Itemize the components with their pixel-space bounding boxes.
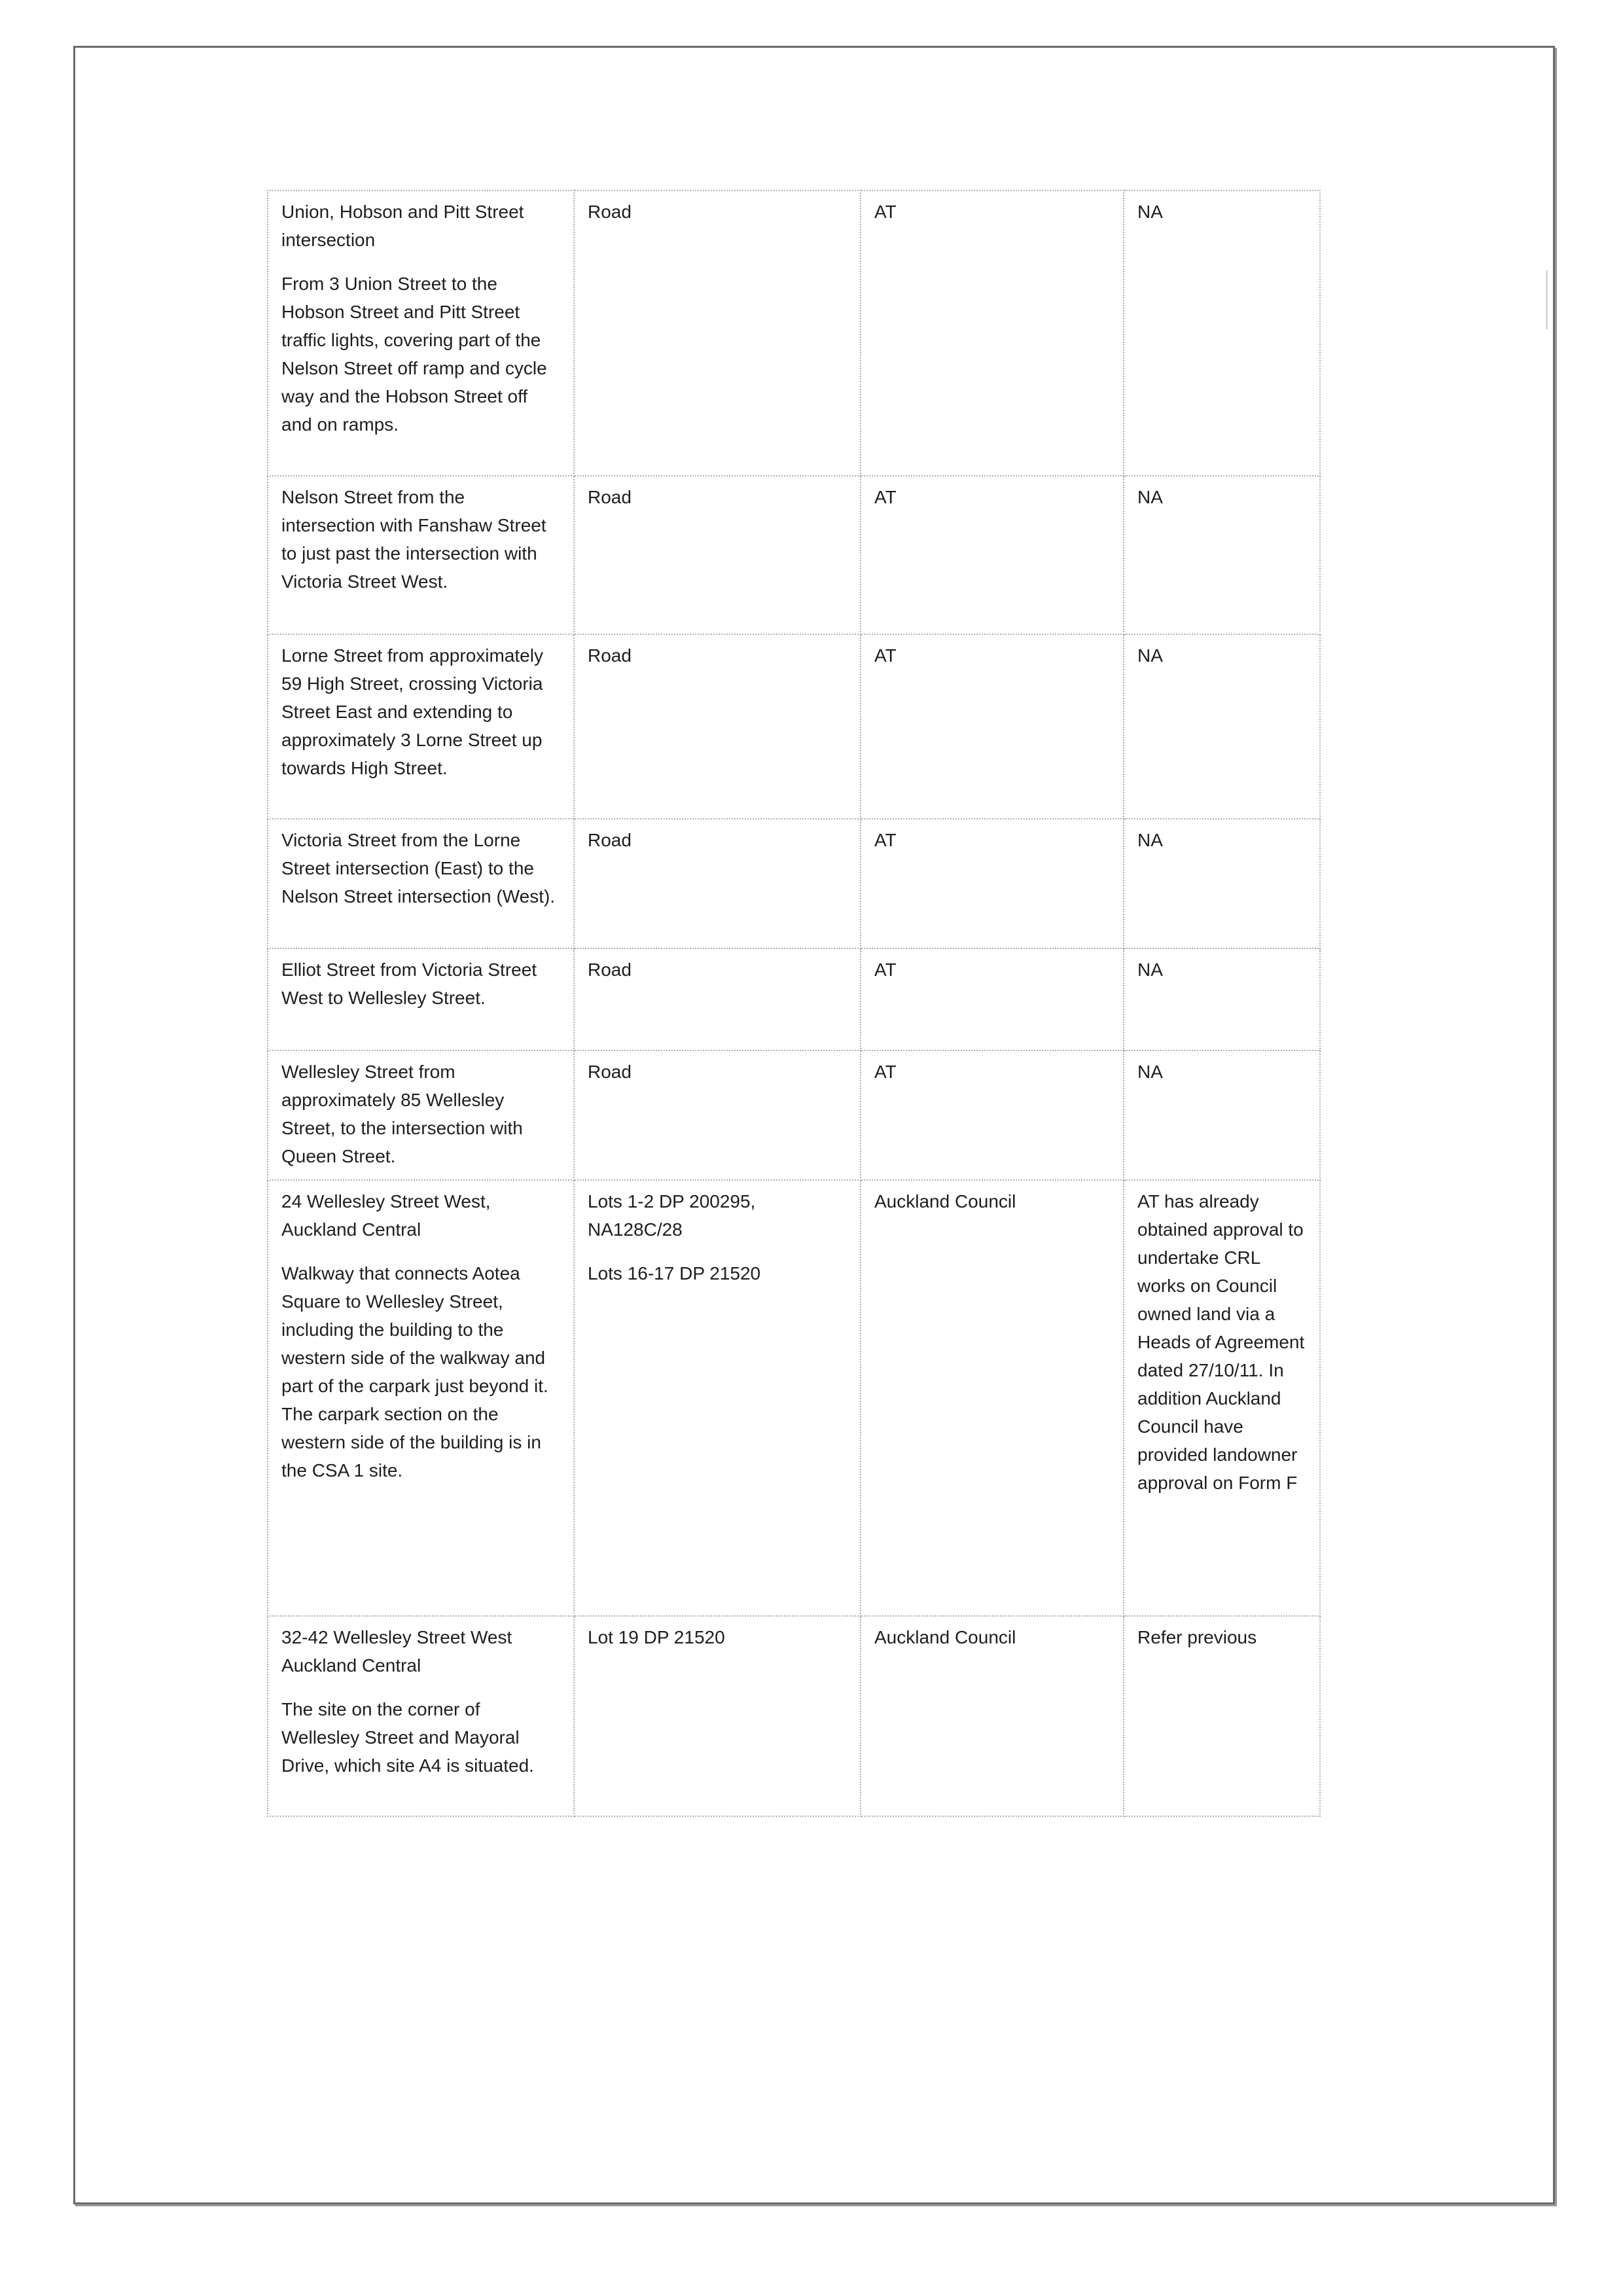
approval-status: NA xyxy=(1137,202,1163,222)
approval-cell xyxy=(1124,1616,1320,1816)
location-title: 32-42 Wellesley Street West Auckland Central xyxy=(281,1627,512,1676)
owner-cell xyxy=(861,1180,1124,1616)
location-cell xyxy=(268,819,574,948)
location-cell xyxy=(268,634,574,819)
location-cell xyxy=(268,948,574,1050)
location-cell xyxy=(268,1050,574,1180)
legal-description: Road xyxy=(588,202,632,222)
approval-status: NA xyxy=(1137,487,1163,507)
legal-description: Road xyxy=(588,830,632,850)
approval-status: NA xyxy=(1137,645,1163,666)
owner: AT xyxy=(874,830,897,850)
legal-description-cell xyxy=(574,1616,861,1816)
approval-cell xyxy=(1124,1050,1320,1180)
location-title: 24 Wellesley Street West, Auckland Central xyxy=(281,1191,491,1240)
approval-cell xyxy=(1124,948,1320,1050)
legal-description-cell xyxy=(574,1180,861,1616)
table-row xyxy=(268,476,1320,634)
legal-description: Road xyxy=(588,1062,632,1082)
owner-cell xyxy=(861,1616,1124,1816)
location-description: Walkway that connects Aotea Square to Wellesley Street, including the building to the western side of the walkway and part of the carpark just beyond it. The carpark section on the western side of the building is in the CSA 1 site. xyxy=(281,1263,548,1480)
approval-cell xyxy=(1124,476,1320,634)
owner: AT xyxy=(874,960,897,980)
legal-description: Lots 1-2 DP 200295, NA128C/28 xyxy=(588,1191,756,1240)
legal-description: Lot 19 DP 21520 xyxy=(588,1627,725,1647)
legal-description: Lots 16-17 DP 21520 xyxy=(588,1263,761,1283)
table-row xyxy=(268,819,1320,948)
legal-description-cell xyxy=(574,634,861,819)
table-row xyxy=(268,1616,1320,1816)
table-row xyxy=(268,634,1320,819)
owner: AT xyxy=(874,487,897,507)
owner: Auckland Council xyxy=(874,1627,1016,1647)
approval-status: NA xyxy=(1137,830,1163,850)
owner: Auckland Council xyxy=(874,1191,1016,1211)
location-title: Nelson Street from the intersection with Fanshaw Street to just past the intersection with Victoria Street West. xyxy=(281,487,546,592)
table-row xyxy=(268,1180,1320,1616)
location-description: From 3 Union Street to the Hobson Street and Pitt Street traffic lights, covering part of the Nelson Street off ramp and cycle way and the Hobson Street off and on ramps. xyxy=(281,274,547,435)
owner-cell xyxy=(861,1050,1124,1180)
location-cell xyxy=(268,1616,574,1816)
location-title: Wellesley Street from approximately 85 Wellesley Street, to the intersection with Queen Street. xyxy=(281,1062,523,1166)
legal-description-cell xyxy=(574,476,861,634)
location-cell xyxy=(268,1180,574,1616)
location-title: Victoria Street from the Lorne Street intersection (East) to the Nelson Street intersection (West). xyxy=(281,830,556,906)
owner-cell xyxy=(861,476,1124,634)
approval-cell xyxy=(1124,819,1320,948)
location-description: The site on the corner of Wellesley Street and Mayoral Drive, which site A4 is situated. xyxy=(281,1699,534,1776)
approval-status: NA xyxy=(1137,960,1163,980)
legal-description: Road xyxy=(588,645,632,666)
location-title: Lorne Street from approximately 59 High Street, crossing Victoria Street East and extending to approximately 3 Lorne Street up towards High Street. xyxy=(281,645,543,778)
table-row xyxy=(268,190,1320,476)
owner: AT xyxy=(874,645,897,666)
location-title: Union, Hobson and Pitt Street intersection xyxy=(281,202,524,250)
legal-description-cell xyxy=(574,819,861,948)
approval-status: NA xyxy=(1137,1062,1163,1082)
approval-status: Refer previous xyxy=(1137,1627,1257,1647)
approval-status: AT has already obtained approval to undertake CRL works on Council owned land via a Heads of Agreement dated 27/10/11. In addition Auckland Council have provided landowner approval on Form F xyxy=(1137,1191,1305,1493)
legal-description-cell xyxy=(574,948,861,1050)
table-row xyxy=(268,948,1320,1050)
owner-cell xyxy=(861,634,1124,819)
table-row xyxy=(268,1050,1320,1180)
approval-cell xyxy=(1124,1180,1320,1616)
owner-cell xyxy=(861,190,1124,476)
owner-cell xyxy=(861,948,1124,1050)
owner-cell xyxy=(861,819,1124,948)
owner: AT xyxy=(874,1062,897,1082)
land-ownership-table xyxy=(267,190,1321,1817)
approval-cell xyxy=(1124,190,1320,476)
owner: AT xyxy=(874,202,897,222)
location-cell xyxy=(268,190,574,476)
scan-edge-mark xyxy=(1546,270,1548,329)
approval-cell xyxy=(1124,634,1320,819)
location-cell xyxy=(268,476,574,634)
legal-description: Road xyxy=(588,960,632,980)
location-title: Elliot Street from Victoria Street West to Wellesley Street. xyxy=(281,960,537,1008)
legal-description: Road xyxy=(588,487,632,507)
legal-description-cell xyxy=(574,1050,861,1180)
legal-description-cell xyxy=(574,190,861,476)
